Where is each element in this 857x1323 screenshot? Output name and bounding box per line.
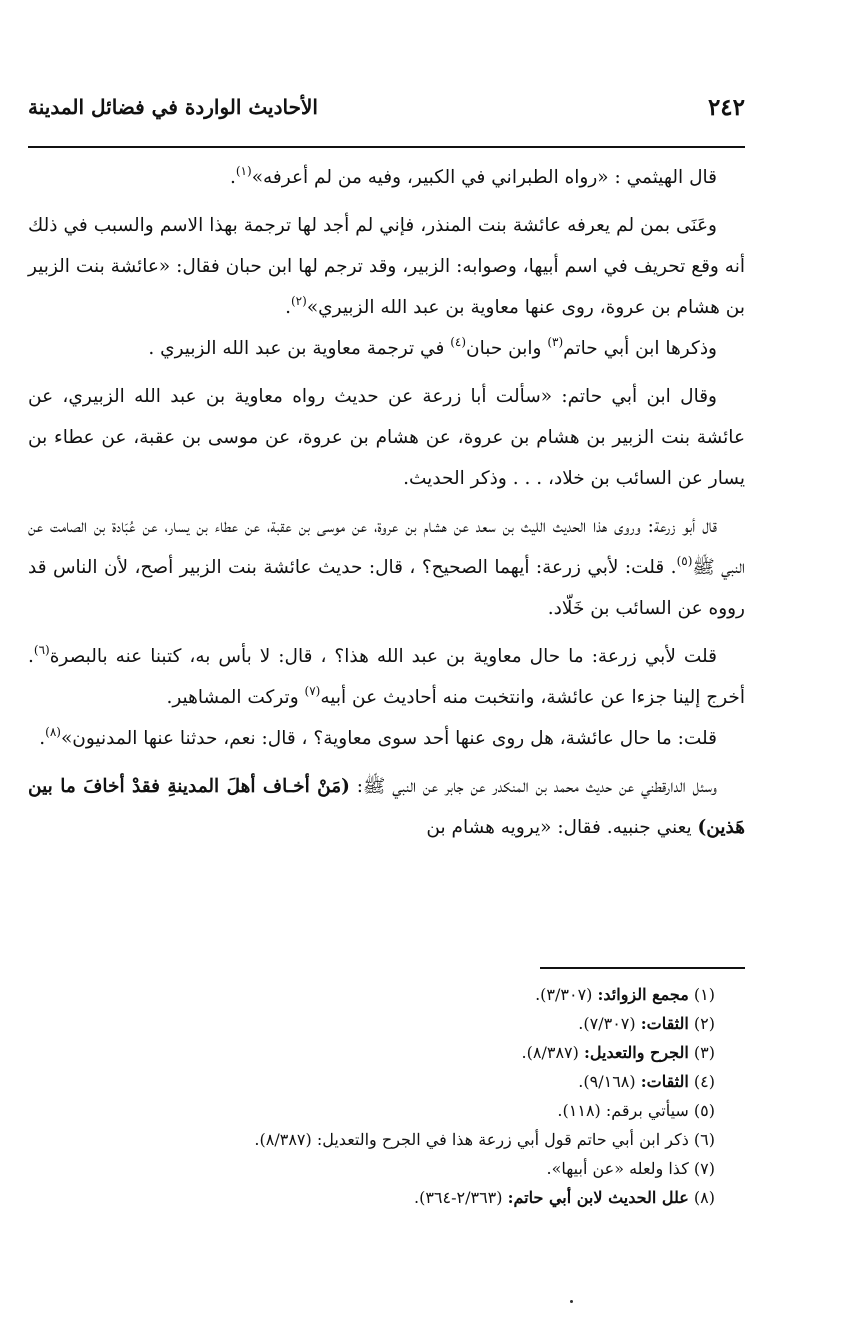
footnote-text: سيأتي برقم: (١١٨). (557, 1101, 689, 1120)
page-header (28, 92, 745, 136)
footnote-item (28, 1154, 715, 1183)
paragraph-text: قلت: ما حال عائشة، هل روى عنها أحد سوى معاوية؟ ، قال: نعم، حدثنا عنها المدنيون» (60, 728, 717, 749)
paragraph-text: . قلت: لأبي زرعة: أيهما الصحيح؟ ، قال: حديث عائشة بنت الزبير أصح، لأن الناس قد رووه عن السائب بن خَلّاد. (28, 557, 745, 619)
paragraph-end: . (39, 728, 46, 749)
footnote-number: (٧) (693, 1159, 715, 1178)
footnote-source: علل الحديث لابن أبي حاتم: (507, 1188, 689, 1207)
footnote-number: (٤) (693, 1072, 715, 1091)
paragraph-haythami (28, 157, 745, 198)
paragraph-muawiya (28, 636, 745, 718)
paragraph-text: قلت لأبي زرعة: ما حال معاوية بن عبد الله هذا؟ ، قال: لا بأس به، كتبنا عنه بالبصرة (49, 646, 717, 667)
footnote-item (28, 1125, 715, 1154)
paragraph-text: قال أبو زرعة: وروى هذا الحديث الليث بن سعد عن هشام بن عروة، عن موسى بن عقبة، عن عطاء بن يسار، عن عُبَادة بن الصامت عن النبي ﷺ (28, 516, 745, 578)
paragraph-mentions (28, 328, 745, 369)
paragraph-abu-zura (28, 506, 745, 629)
footnote-reference: (٤) (450, 335, 467, 349)
footnote-reference: (٢) (290, 294, 307, 308)
footnote-text: ذكر ابن أبي حاتم قول أبي زرعة هذا في الجرح والتعديل: (٨/٣٨٧). (254, 1130, 689, 1149)
footnote-text: كذا ولعله «عن أبيها». (546, 1159, 689, 1178)
paragraph-text: قال الهيثمي : «رواه الطبراني في الكبير، وفيه من لم أعرفه» (251, 167, 717, 188)
footnote-source: الجرح والتعديل: (583, 1043, 689, 1062)
paragraph-text: في ترجمة معاوية بن عبد الله الزبيري . (148, 338, 451, 359)
footnote-reference: (٨) (45, 725, 61, 739)
footnote-source: مجمع الزوائد: (597, 985, 689, 1004)
footnote-reference: (٥) (676, 554, 693, 568)
footnote-number: (٨) (693, 1188, 715, 1207)
header-rule (28, 146, 745, 148)
footnote-item (28, 1067, 715, 1096)
paragraph-text: وقال ابن أبي حاتم: «سألت أبا زرعة عن حديث رواه معاوية بن عبد الله الزبيري، عن عائشة بنت الزبير بن هشام بن عروة، عن هشام بن عروة، عن موسى بن عقبة، عن عطاء بن يسار عن السائب بن خلاد، . . . وذكر الحديث. (28, 386, 745, 489)
footnote-rule (540, 967, 745, 969)
footnote-item (28, 1096, 715, 1125)
footnote-source: الثقات: (640, 1014, 689, 1033)
footnote-text: (٧/٣٠٧). (578, 1014, 641, 1033)
footnotes (28, 980, 715, 1212)
footnote-item (28, 980, 715, 1009)
footnote-text: (٢/٣٦٣-٣٦٤). (413, 1188, 508, 1207)
footnote-reference: (١) (235, 164, 252, 178)
paragraph-end: . (229, 167, 236, 188)
footnote-text: (٣/٣٠٧). (535, 985, 598, 1004)
paragraph-aisha-narrators (28, 718, 745, 759)
hadith-quote: (مَنْ أخـاف أهلَ المدينةِ فقدْ أخافَ ما بين هَذين) (28, 776, 745, 838)
footnote-number: (٣) (693, 1043, 715, 1062)
running-title: الأحاديث الواردة في فضائل المدينة (28, 95, 318, 119)
footnote-reference: (٦) (33, 643, 50, 657)
paragraph-text: وعَنَى بمن لم يعرفه عائشة بنت المنذر، فإني لم أجد لها ترجمة بهذا الاسم والسبب في ذلك أنه وقع تحريف في اسم أبيها، وصوابه: الزبير، وقد ترجم لها ابن حبان فقال: «عائشة بنت الزبير بن هشام بن عروة، روى عنها معاوية بن عبد الله الزبيري» (28, 215, 745, 318)
footnote-number: (١) (693, 985, 715, 1004)
footnote-text: (٩/١٦٨). (578, 1072, 641, 1091)
footnote-item (28, 1009, 715, 1038)
paragraph-aisha-identity (28, 205, 745, 328)
main-text (28, 157, 745, 855)
footnote-number: (٦) (693, 1130, 715, 1149)
paragraph-text: . أخرج إلينا جزءا عن عائشة، وانتخبت منه أحاديث عن أبيه (28, 646, 745, 708)
footnote-number: (٢) (693, 1014, 715, 1033)
footnote-number: (٥) (693, 1101, 715, 1120)
footnote-item (28, 1038, 715, 1067)
paragraph-text: وسئل الدارقطني عن حديث محمد بن المنكدر عن جابر عن النبي ﷺ: (349, 776, 717, 797)
paragraph-end: . (285, 297, 291, 318)
footnote-reference: (٣) (547, 335, 564, 349)
footnote-item (28, 1183, 715, 1212)
paragraph-text: وابن حبان (466, 338, 548, 359)
footnote-reference: (٧) (304, 684, 321, 698)
paragraph-text: يعني جنبيه. فقال: «يرويه هشام بن (426, 817, 698, 838)
paragraph-text: وذكرها ابن أبي حاتم (563, 338, 717, 359)
page-number: ٢٤٢ (707, 94, 745, 121)
paragraph-text: وتركت المشاهير. (166, 687, 305, 708)
paragraph-abu-hatim (28, 376, 745, 499)
scan-speck (570, 1300, 573, 1303)
footnote-source: الثقات: (640, 1072, 689, 1091)
paragraph-daraqutni (28, 766, 745, 848)
footnote-text: (٨/٣٨٧). (521, 1043, 584, 1062)
